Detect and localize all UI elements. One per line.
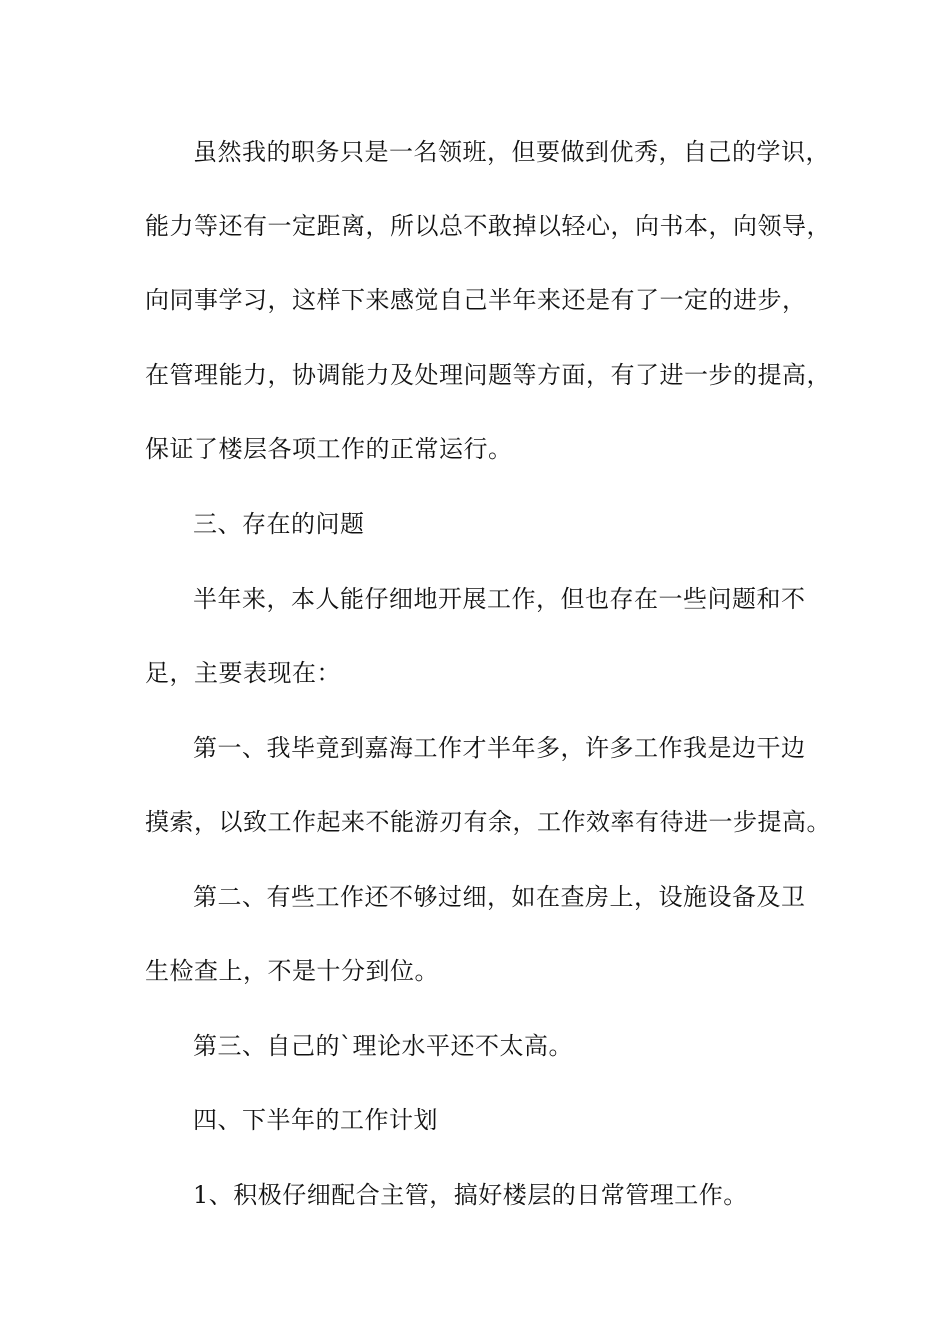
paragraph-line: 足，主要表现在： (145, 659, 341, 687)
paragraph-line: 能力等还有一定距离，所以总不敢掉以轻心，向书本，向领导， (145, 212, 831, 240)
paragraph-line: 摸索，以致工作起来不能游刃有余，工作效率有待进一步提高。 (145, 808, 831, 836)
paragraph-line: 半年来，本人能仔细地开展工作，但也存在一些问题和不 (193, 585, 806, 613)
paragraph-line: 虽然我的职务只是一名领班，但要做到优秀，自己的学识， (193, 138, 830, 166)
paragraph-line: 1、积极仔细配合主管，搞好楼层的日常管理工作。 (193, 1181, 748, 1209)
paragraph-line: 生检查上，不是十分到位。 (145, 957, 439, 985)
paragraph-line: 第一、我毕竟到嘉海工作才半年多，许多工作我是边干边 (193, 734, 806, 762)
paragraph-line: 第三、自己的`理论水平还不太高。 (193, 1032, 573, 1060)
paragraph-line: 向同事学习，这样下来感觉自己半年来还是有了一定的进步， (145, 286, 807, 314)
section-heading: 四、下半年的工作计划 (193, 1106, 438, 1134)
paragraph-line: 保证了楼层各项工作的正常运行。 (145, 435, 513, 463)
paragraph-line: 第二、有些工作还不够过细，如在查房上，设施设备及卫 (193, 883, 806, 911)
section-heading: 三、存在的问题 (193, 510, 365, 538)
paragraph-line: 在管理能力，协调能力及处理问题等方面，有了进一步的提高， (145, 361, 831, 389)
